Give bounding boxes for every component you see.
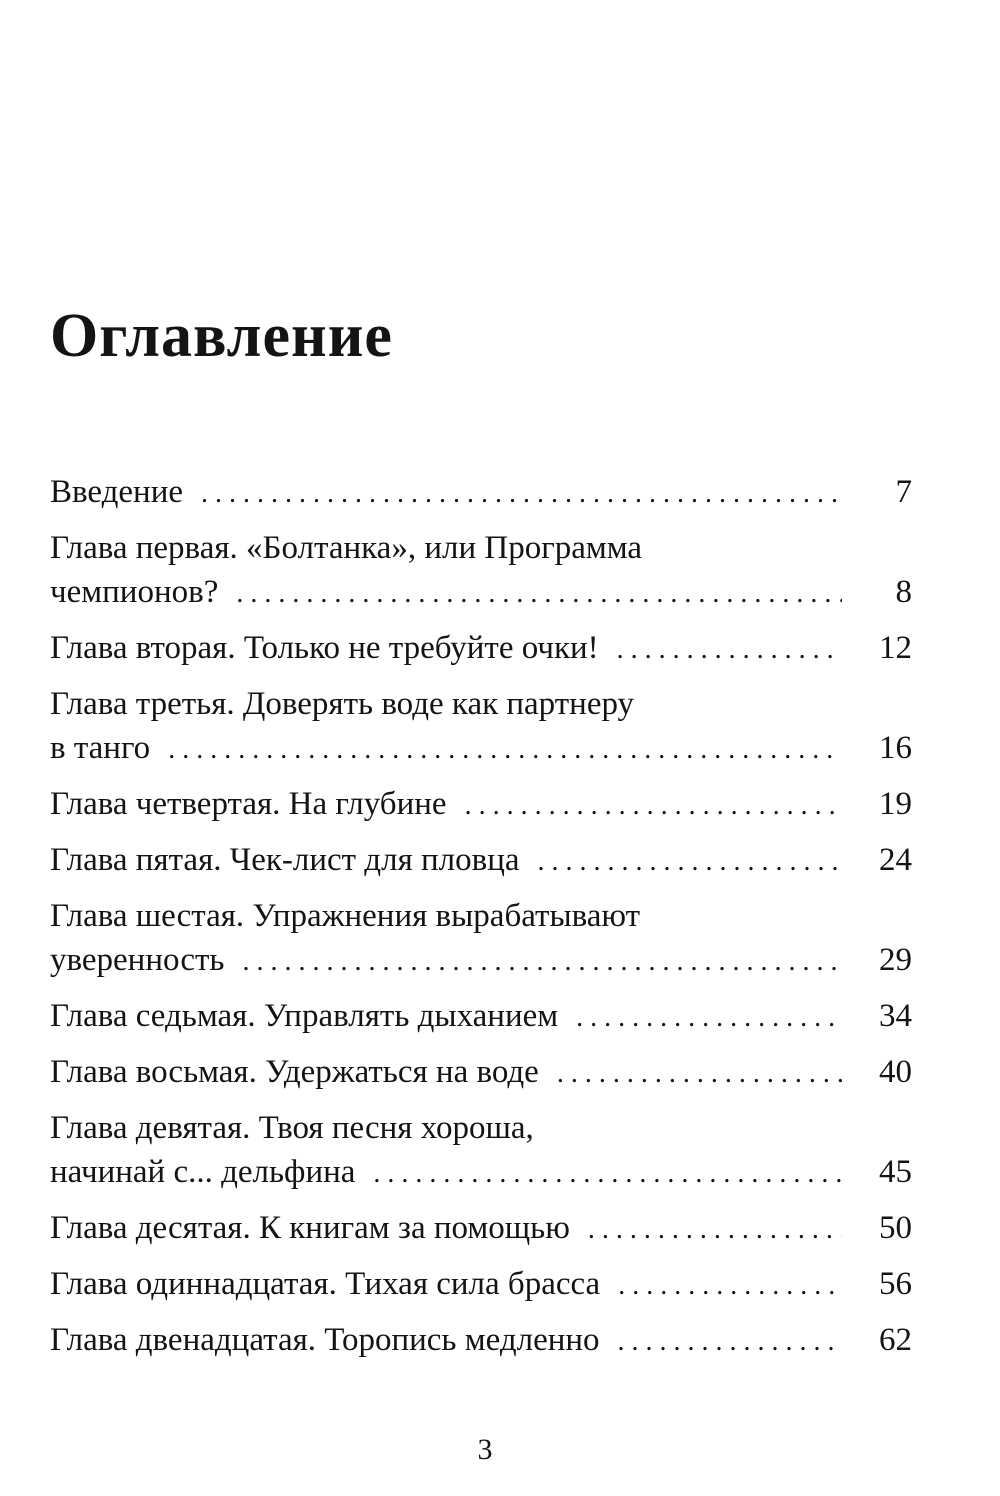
toc-entry-line-final	[50, 570, 912, 616]
dot-leader	[557, 1052, 842, 1096]
toc-entry	[50, 894, 912, 984]
toc-entry-title: Глава десятая. К книгам за помощью	[50, 1210, 570, 1246]
toc-entry	[50, 1318, 912, 1364]
toc-entry-line	[50, 682, 912, 726]
toc-entry	[50, 470, 912, 516]
toc-page-number: 12	[879, 630, 912, 666]
toc-entry-line-final	[50, 626, 912, 672]
toc-entry	[50, 626, 912, 672]
toc-entry-title: начинай с... дельфина	[50, 1154, 356, 1190]
page-number: 3	[477, 1433, 493, 1466]
toc-entry-title: Глава девятая. Твоя песня хороша,	[50, 1110, 534, 1146]
toc-page-number: 24	[879, 842, 912, 878]
toc-page-number: 62	[879, 1322, 912, 1358]
toc-entry-line-final	[50, 1262, 912, 1308]
toc-entry-title: Глава пятая. Чек-лист для пловца	[50, 842, 520, 878]
toc-entry-line-final	[50, 994, 912, 1040]
dot-leader	[201, 472, 842, 516]
dot-leader	[465, 784, 842, 828]
toc-entry	[50, 1106, 912, 1196]
toc-entry-title: Глава шестая. Упражнения вырабатывают	[50, 898, 641, 934]
toc-entry	[50, 782, 912, 828]
toc-page-number: 40	[879, 1054, 912, 1090]
toc-entry-title: Глава четвертая. На глубине	[50, 786, 447, 822]
toc-entry-line	[50, 526, 912, 570]
toc-entry-title: Глава третья. Доверять воде как партнеру	[50, 686, 635, 722]
toc-entry-line-final	[50, 938, 912, 984]
dot-leader	[588, 1208, 842, 1252]
toc-entry	[50, 526, 912, 616]
toc-entry	[50, 838, 912, 884]
toc-entry-line-final	[50, 1050, 912, 1096]
toc-entry-title: Введение	[50, 474, 184, 510]
toc-entry	[50, 994, 912, 1040]
dot-leader	[373, 1152, 842, 1196]
table-of-contents	[50, 470, 912, 1374]
toc-entry-line-final	[50, 1150, 912, 1196]
toc-entry-title: в танго	[50, 730, 151, 766]
dot-leader	[618, 1320, 842, 1364]
toc-entry-title: Глава одиннадцатая. Тихая сила брасса	[50, 1266, 601, 1302]
toc-page-number: 45	[879, 1154, 912, 1190]
toc-entry-title: Глава восьмая. Удержаться на воде	[50, 1054, 539, 1090]
toc-entry	[50, 682, 912, 772]
toc-entry-line-final	[50, 726, 912, 772]
toc-entry-line-final	[50, 782, 912, 828]
toc-page-number: 56	[879, 1266, 912, 1302]
toc-entry-title: чемпионов?	[50, 574, 219, 610]
toc-entry-line	[50, 1106, 912, 1150]
toc-entry	[50, 1262, 912, 1308]
toc-entry-title: уверенность	[50, 942, 225, 978]
toc-entry	[50, 1206, 912, 1252]
toc-page-number: 34	[879, 998, 912, 1034]
toc-entry-line	[50, 894, 912, 938]
toc-page-number: 29	[879, 942, 912, 978]
toc-entry-line-final	[50, 1206, 912, 1252]
dot-leader	[617, 628, 842, 672]
toc-page-number: 7	[895, 474, 912, 510]
dot-leader	[242, 940, 842, 984]
toc-entry-title: Глава вторая. Только не требуйте очки!	[50, 630, 599, 666]
toc-entry-line-final	[50, 470, 912, 516]
dot-leader	[576, 996, 842, 1040]
dot-leader	[236, 572, 842, 616]
toc-entry-title: Глава двенадцатая. Торопись медленно	[50, 1322, 600, 1358]
toc-entry	[50, 1050, 912, 1096]
toc-entry-title: Глава седьмая. Управлять дыханием	[50, 998, 559, 1034]
dot-leader	[618, 1264, 842, 1308]
toc-page-number: 8	[895, 574, 912, 610]
page-title: Оглавление	[50, 302, 393, 370]
toc-entry-line-final	[50, 838, 912, 884]
toc-entry-line-final	[50, 1318, 912, 1364]
toc-page-number: 19	[879, 786, 912, 822]
toc-page-number: 16	[879, 730, 912, 766]
dot-leader	[168, 728, 842, 772]
toc-entry-title: Глава первая. «Болтанка», или Программа	[50, 530, 643, 566]
toc-page-number: 50	[879, 1210, 912, 1246]
dot-leader	[538, 840, 842, 884]
